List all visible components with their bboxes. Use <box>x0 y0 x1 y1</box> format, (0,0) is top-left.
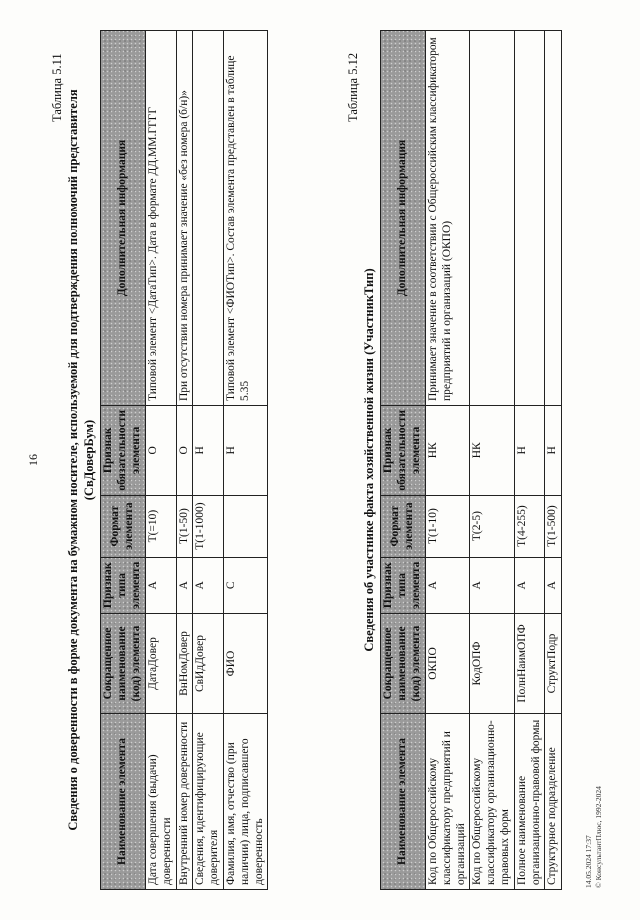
table-cell: Н <box>193 406 224 496</box>
table-cell: А <box>176 557 193 613</box>
table-cell: СтруктПодр <box>545 614 562 714</box>
table-cell: А <box>514 557 545 613</box>
table-row <box>470 31 514 890</box>
table-cell <box>193 31 224 406</box>
table-cell: А <box>146 557 177 613</box>
table-cell: А <box>193 557 224 613</box>
table-cell: Принимает значение в соответствии с Общероссийским классификатором предприятий и организаций (ОКПО) <box>426 31 470 406</box>
table-cell: T(4-255) <box>514 495 545 557</box>
table1-title-line1: Сведения о доверенности в форме документа на бумажном носителе, используемой для подтверждения полномочий представителя <box>66 89 80 831</box>
table1 <box>100 30 268 890</box>
table2 <box>380 30 562 890</box>
table-cell: О <box>176 406 193 496</box>
table2-header-cell: Дополнительная информация <box>381 31 426 406</box>
table-cell: НК <box>426 406 470 496</box>
table-cell: ФИО <box>223 614 267 714</box>
table-row <box>193 31 224 890</box>
table-cell: T(1-1000) <box>193 495 224 557</box>
table-cell <box>223 495 267 557</box>
footer-line: © КонсультантПлюс, 1992-2024 <box>593 786 603 888</box>
table-cell: А <box>470 557 514 613</box>
table-cell: Н <box>545 406 562 496</box>
table-cell: При отсутствии номера принимает значение «без номера (б/н)» <box>176 31 193 406</box>
table1-header-cell: Наименование элемента <box>101 714 146 890</box>
table-cell: Дата совершения (выдачи) доверенности <box>146 714 177 890</box>
table-cell: T(1-10) <box>426 495 470 557</box>
table-cell: ДатаДовер <box>146 614 177 714</box>
table-row <box>223 31 267 890</box>
table2-title: Сведения об участнике факта хозяйственной жизни (УчастникТип) <box>362 268 376 652</box>
table-cell: КодОПФ <box>470 614 514 714</box>
table2-label: Таблица 5.12 <box>346 52 360 122</box>
table2-header-cell: Формат элемента <box>381 495 426 557</box>
table-cell: СвИдДовер <box>193 614 224 714</box>
table-cell <box>470 31 514 406</box>
table-cell: А <box>426 557 470 613</box>
table-cell: T(1-50) <box>176 495 193 557</box>
table-cell: С <box>223 557 267 613</box>
table1-label: Таблица 5.11 <box>50 53 64 122</box>
table1-header-cell: Сокращенное наименование (код) элемента <box>101 614 146 714</box>
table-cell: О <box>146 406 177 496</box>
table-cell: ПолнНаимОПФ <box>514 614 545 714</box>
table-cell: ОКПО <box>426 614 470 714</box>
table1-header-cell: Дополнительная информация <box>101 31 146 406</box>
table2-header-cell: Признак типа элемента <box>381 557 426 613</box>
table2-header-cell: Сокращенное наименование (код) элемента <box>381 614 426 714</box>
table-cell: Структурное подразделение <box>545 714 562 890</box>
table2-header-row <box>381 31 426 890</box>
table-cell: Н <box>223 406 267 496</box>
table-cell: Внутренний номер доверенности <box>176 714 193 890</box>
table-row <box>545 31 562 890</box>
table1-title <box>66 30 97 890</box>
table-cell: Код по Общероссийскому классификатору предприятий и организаций <box>426 714 470 890</box>
table-cell: Н <box>514 406 545 496</box>
table-cell: T(=10) <box>146 495 177 557</box>
table-cell <box>514 31 545 406</box>
table1-header-cell: Признак типа элемента <box>101 557 146 613</box>
table-row <box>176 31 193 890</box>
footer-stamp <box>584 786 604 888</box>
table1-header-cell: Признак обязательности элемента <box>101 406 146 496</box>
table2-header-cell: Признак обязательности элемента <box>381 406 426 496</box>
table-row <box>426 31 470 890</box>
table-row <box>146 31 177 890</box>
table-cell: Фамилия, имя, отчество (при наличии) лица, подписавшего доверенность <box>223 714 267 890</box>
table-cell <box>545 31 562 406</box>
table1-header-cell: Формат элемента <box>101 495 146 557</box>
footer-line: 14.05.2024 17:37 <box>584 835 593 888</box>
table-cell: Сведения, идентифицирующие доверителя <box>193 714 224 890</box>
table1-header-row <box>101 31 146 890</box>
table-cell: НК <box>470 406 514 496</box>
table2-header-cell: Наименование элемента <box>381 714 426 890</box>
table-cell: Код по Общероссийскому классификатору организационно-правовых форм <box>470 714 514 890</box>
table-cell: T(1-500) <box>545 495 562 557</box>
table-row <box>514 31 545 890</box>
table-cell: Полное наименование организационно-правовой формы <box>514 714 545 890</box>
table1-title-line2: (СвДоверБум) <box>81 419 96 501</box>
table-cell: Типовой элемент <ФИОТип>. Состав элемента представлен в таблице 5.35 <box>223 31 267 406</box>
page-number: 16 <box>26 454 40 466</box>
table-cell: T(2-5) <box>470 495 514 557</box>
table-cell: Типовой элемент <ДатаТип>. Дата в формате ДД.ММ.ГГГГ <box>146 31 177 406</box>
table-cell: ВнНомДовер <box>176 614 193 714</box>
table-cell: А <box>545 557 562 613</box>
